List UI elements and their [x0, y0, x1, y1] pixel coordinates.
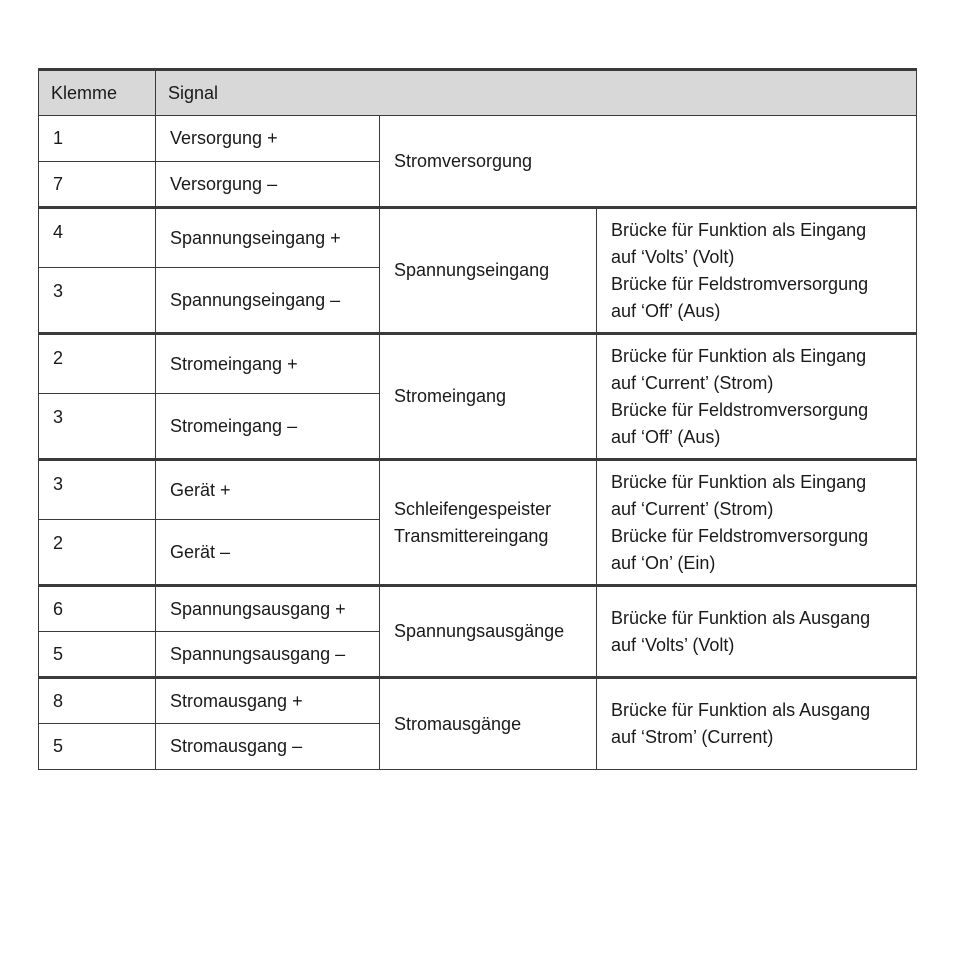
function-line: Transmittereingang — [394, 525, 549, 546]
jumper-note-line: Brücke für Funktion als Eingang — [611, 219, 867, 240]
function-cell: Spannungsausgänge — [380, 586, 597, 678]
signal-name: Versorgung + — [156, 116, 380, 162]
jumper-note-line: Brücke für Feldstromversorgung — [611, 525, 869, 546]
jumper-note-cell — [597, 460, 917, 586]
function-cell: Spannungseingang — [380, 208, 597, 334]
function-line: Schleifengespeister — [394, 498, 552, 519]
function-cell: Stromeingang — [380, 334, 597, 460]
terminal-number: 6 — [39, 586, 156, 632]
signal-name: Spannungseingang – — [156, 268, 380, 334]
signal-name: Gerät – — [156, 520, 380, 586]
jumper-note-line: auf ‘Volts’ (Volt) — [611, 634, 735, 655]
terminal-number: 5 — [39, 632, 156, 678]
jumper-note-cell — [597, 208, 917, 334]
jumper-note-line: auf ‘Off’ (Aus) — [611, 300, 721, 321]
terminal-number: 7 — [39, 162, 156, 208]
jumper-note-line: auf ‘Off’ (Aus) — [611, 426, 721, 447]
table-row — [39, 116, 917, 162]
terminal-number: 3 — [39, 268, 156, 334]
function-cell — [380, 460, 597, 586]
signal-name: Gerät + — [156, 460, 380, 520]
jumper-note-line: Brücke für Funktion als Ausgang — [611, 700, 871, 720]
function-cell: Stromversorgung — [380, 116, 917, 208]
jumper-note-line: auf ‘Current’ (Strom) — [611, 372, 774, 393]
signal-name: Stromeingang – — [156, 394, 380, 460]
signal-name: Versorgung – — [156, 162, 380, 208]
jumper-note-cell — [597, 678, 917, 770]
signal-name: Spannungsausgang – — [156, 632, 380, 678]
terminal-number: 2 — [39, 520, 156, 586]
terminal-number: 5 — [39, 724, 156, 770]
jumper-note-line: auf ‘Strom’ (Current) — [611, 727, 774, 747]
jumper-note-line: Brücke für Funktion als Ausgang — [611, 607, 871, 628]
jumper-note-line: auf ‘Current’ (Strom) — [611, 498, 774, 519]
jumper-note-line: Brücke für Feldstromversorgung — [611, 273, 869, 294]
jumper-note-line: auf ‘Volts’ (Volt) — [611, 246, 735, 267]
table-row — [39, 334, 917, 394]
terminal-number: 1 — [39, 116, 156, 162]
jumper-note-cell — [597, 334, 917, 460]
terminal-number: 2 — [39, 334, 156, 394]
header-signal: Signal — [156, 70, 917, 116]
header-klemme: Klemme — [39, 70, 156, 116]
table-row — [39, 460, 917, 520]
jumper-note-line: Brücke für Funktion als Eingang — [611, 471, 867, 492]
jumper-note-line: Brücke für Funktion als Eingang — [611, 345, 867, 366]
terminal-number: 3 — [39, 394, 156, 460]
jumper-note-line: auf ‘On’ (Ein) — [611, 552, 716, 573]
function-cell: Stromausgänge — [380, 678, 597, 770]
signal-name: Stromausgang – — [156, 724, 380, 770]
jumper-note-cell — [597, 586, 917, 678]
signal-name: Stromeingang + — [156, 334, 380, 394]
terminal-assignment-table — [38, 68, 917, 770]
table-header-row — [39, 70, 917, 116]
signal-name: Spannungseingang + — [156, 208, 380, 268]
terminal-number: 8 — [39, 678, 156, 724]
terminal-number: 4 — [39, 208, 156, 268]
table-row — [39, 208, 917, 268]
signal-name: Stromausgang + — [156, 678, 380, 724]
jumper-note-line: Brücke für Feldstromversorgung — [611, 399, 869, 420]
terminal-number: 3 — [39, 460, 156, 520]
table-row — [39, 678, 917, 724]
table-row — [39, 586, 917, 632]
signal-name: Spannungsausgang + — [156, 586, 380, 632]
